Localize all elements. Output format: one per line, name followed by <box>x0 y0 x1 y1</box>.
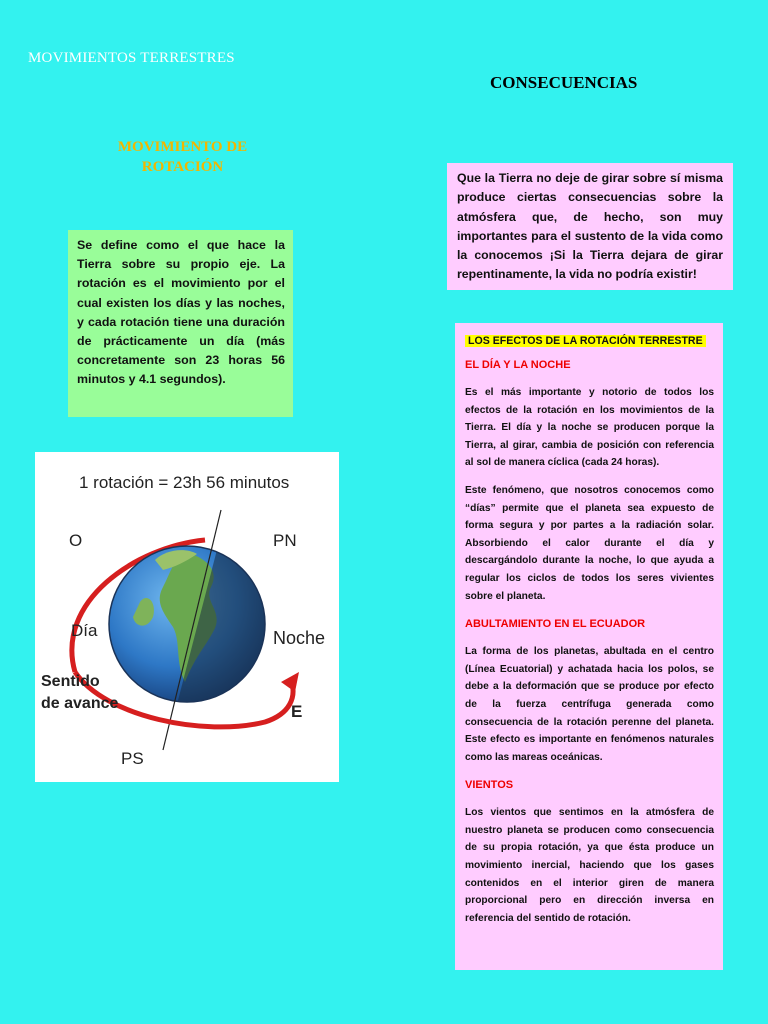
rotation-heading: MOVIMIENTO DE ROTACIÓN <box>117 139 248 175</box>
label-night: Noche <box>273 628 326 648</box>
rotation-arrowhead <box>281 672 299 692</box>
winds-paragraph: Los vientos que sentimos en la atmósfera de nuestro planeta se producen como consecuencia de su propia rotación, ya que ésta produce un movimiento inercial, haciendo que los gases contenidos en el interior giren de manera proporcional pero en dirección inversa en referencia del sentido de rotación. <box>465 807 714 924</box>
definition-box <box>68 230 293 417</box>
label-day: Día <box>71 621 98 640</box>
label-north-pole: PN <box>273 531 297 550</box>
consequence-text: Que la Tierra no deje de girar sobre sí misma produce ciertas consecuencias sobre la atmósfera que, de hecho, son muy importantes para el sustento de la vida como la conocemos ¡Si la Tierra dejara de girar repentinamente, la vida no podría existir! <box>457 171 723 282</box>
section-heading-equator-bulge: ABULTAMIENTO EN EL ECUADOR <box>465 618 646 631</box>
equator-bulge-paragraph: La forma de los planetas, abultada en el centro (Línea Ecuatorial) y achatada hacia los polos, se debe a la deformación que se produce por efecto de la fuerza centrífuga generada como consecuencia de la rotación perenne del planeta. Este efecto es importante en fenómenos naturales como las mareas oceánicas. <box>465 646 714 763</box>
consequences-heading: CONSECUENCIAS <box>490 73 638 92</box>
illustration-caption: 1 rotación = 23h 56 minutos <box>79 473 290 492</box>
effects-box <box>455 323 723 970</box>
globe <box>109 542 275 712</box>
label-east: E <box>291 702 303 721</box>
section-heading-day-night: EL DÍA Y LA NOCHE <box>465 359 571 371</box>
effects-title: LOS EFECTOS DE LA ROTACIÓN TERRESTRE <box>465 335 706 347</box>
label-south-pole: PS <box>121 749 144 768</box>
day-night-paragraph-2: Este fenómeno, que nosotros conocemos como “días” permite que el planeta sea expuesto de forma segura y por partes a la radiación solar. Absorbiendo el calor durante el día y descargándolo durante la noche, lo que ayuda a regular los ciclos de todos los seres vivientes sobre el planeta. <box>465 484 714 602</box>
section-heading-winds: VIENTOS <box>465 779 514 792</box>
label-direction-2: de avance <box>41 695 119 712</box>
page-title: MOVIMIENTOS TERRESTRES <box>28 50 235 66</box>
label-direction-1: Sentido <box>41 673 100 690</box>
definition-text: Se define como el que hace la Tierra sobre su propio eje. La rotación es el movimiento por el cual existen los días y las noches, y cada rotación tiene una duración de prácticamente un día (más concretamente son 23 horas 56 minutos y 4.1 segundos). <box>77 238 285 387</box>
earth-rotation-illustration <box>35 452 339 782</box>
earth-rotation-diagram <box>35 452 339 782</box>
day-night-paragraph-1: Es el más importante y notorio de todos los efectos de la rotación en los movimientos de la Tierra. El día y la noche se producen porque la Tierra, al girar, cambia de posición con referencia al sol de manera cíclica (cada 24 horas). <box>465 387 714 469</box>
consequence-box <box>447 163 733 290</box>
label-west: O <box>69 531 83 550</box>
